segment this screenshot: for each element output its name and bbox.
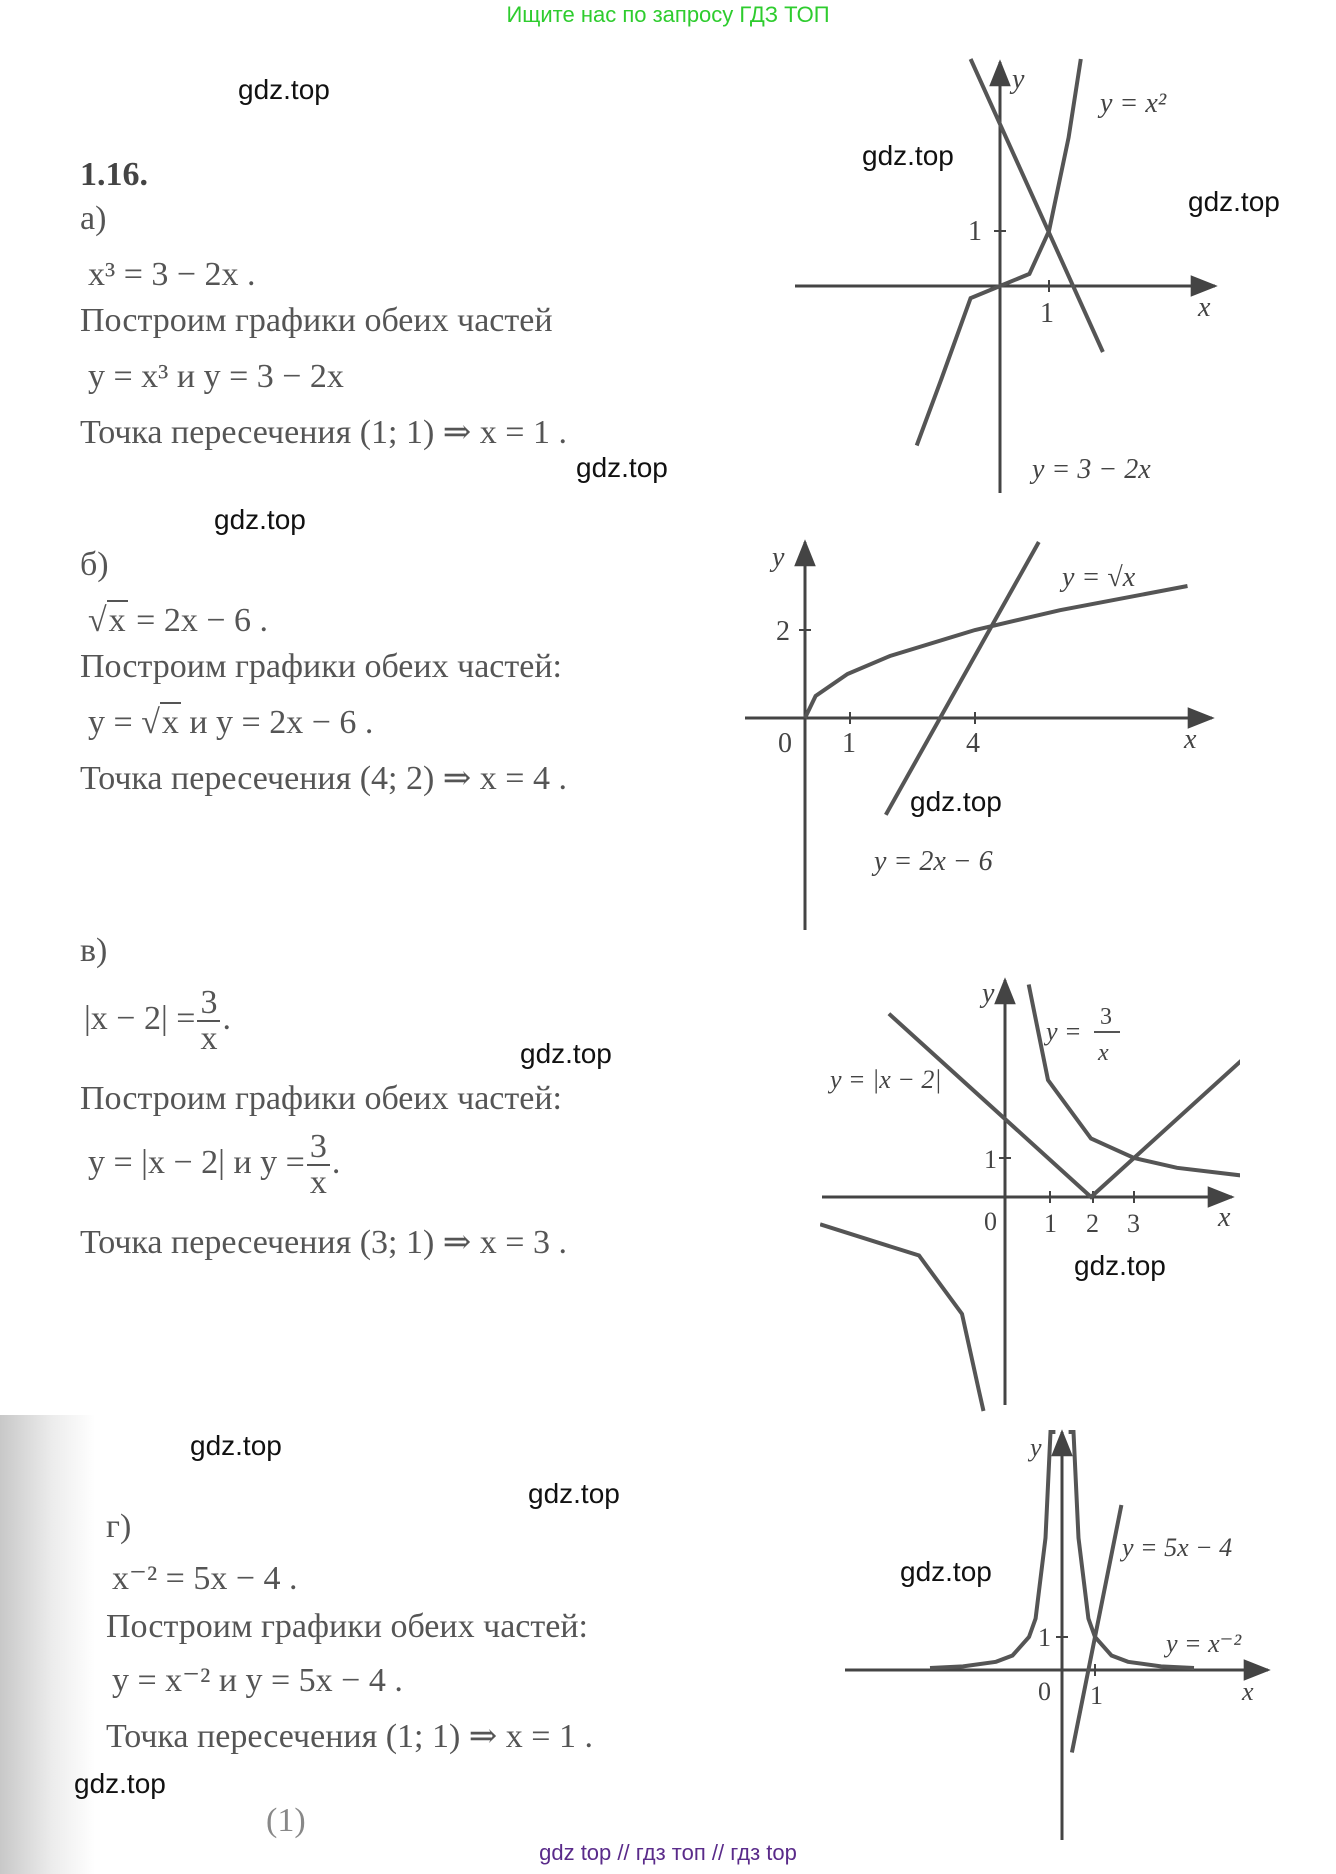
part-b-build-text: Построим графики обеих частей: [80, 648, 562, 685]
x-axis-label: x [1218, 1202, 1231, 1233]
watermark: gdz.top [862, 140, 954, 171]
part-a-functions: y = x³ и y = 3 − 2x [88, 358, 344, 395]
curve-left-branch [930, 1432, 1055, 1668]
hyperbola-right-branch [1029, 985, 1240, 1176]
part-c-equation [84, 986, 231, 1056]
y-axis-label: y [982, 978, 995, 1009]
part-d-answer: Точка пересечения (1; 1) ⇒ x = 1 . [106, 1718, 593, 1755]
watermark: gdz.top [74, 1768, 166, 1799]
part-b-functions: y = √x и y = 2x − 6 . [88, 704, 374, 741]
part-c-fraction [197, 986, 220, 1056]
curve-label: y = √x [1062, 562, 1136, 593]
hyperbola-label-prefix: y = [1046, 1017, 1082, 1046]
part-b-equation-rest: = 2x − 6 . [127, 602, 269, 639]
fraction-denominator: x [200, 1020, 218, 1057]
fraction-numerator: 3 [197, 986, 220, 1022]
watermark: gdz.top [900, 1556, 992, 1587]
x-axis-label: x [1184, 724, 1197, 755]
footer-banner: gdz top // гдз топ // гдз top [539, 1840, 797, 1865]
hyperbola-label-denominator: x [1098, 1040, 1109, 1066]
curve-y-sqrt-x [805, 586, 1188, 718]
watermark: gdz.top [190, 1430, 282, 1461]
part-c-answer: Точка пересечения (3; 1) ⇒ x = 3 . [80, 1224, 567, 1261]
y-tick-label: 1 [1038, 1623, 1051, 1652]
part-b-functions-pre: y = [88, 704, 142, 741]
chart-c [820, 975, 1240, 1415]
y-tick-label: 1 [968, 216, 982, 247]
y-tick-label: 2 [776, 616, 790, 647]
watermark: gdz.top [576, 452, 668, 483]
x-tick-label: 4 [966, 728, 980, 759]
part-b-radicand: x [108, 602, 126, 639]
curve-label: y = x² [1100, 88, 1167, 119]
part-a-equation: x³ = 3 − 2x . [88, 256, 256, 293]
origin-label: 0 [984, 1207, 997, 1236]
part-c-label: в) [80, 932, 108, 969]
chart-d [840, 1428, 1280, 1848]
part-b-functions-radicand: x [161, 704, 179, 741]
x-tick-label: 2 [1086, 1209, 1099, 1238]
line-label: y = 5x − 4 [1122, 1533, 1233, 1562]
part-d-equation: x⁻² = 5x − 4 . [112, 1560, 298, 1597]
chart-b [740, 538, 1220, 938]
y-axis-label: y [1030, 1433, 1042, 1462]
part-d-functions: y = x⁻² и y = 5x − 4 . [112, 1662, 403, 1699]
part-c-functions-left: y = |x − 2| и y = [88, 1143, 305, 1181]
part-c-equation-end: . [222, 999, 231, 1037]
problem-number: 1.16. [80, 156, 148, 193]
fraction-denominator: x [309, 1164, 327, 1201]
search-hint-banner: Ищите нас по запросу ГДЗ ТОП [506, 2, 830, 27]
watermark: gdz.top [1188, 186, 1280, 217]
abs-graph-label: y = |x − 2| [830, 1065, 942, 1094]
part-b-answer: Точка пересечения (4; 2) ⇒ x = 4 . [80, 760, 567, 797]
hyperbola-label-numerator: 3 [1100, 1004, 1112, 1030]
x-axis-label: x [1242, 1677, 1254, 1706]
line-label: y = 3 − 2x [1032, 454, 1151, 485]
x-tick-label: 1 [1044, 1209, 1057, 1238]
watermark: gdz.top [520, 1038, 612, 1069]
x-tick-label: 1 [842, 728, 856, 759]
part-c-equation-left: |x − 2| = [84, 999, 196, 1037]
y-axis-label: y [772, 542, 785, 573]
hyperbola-left-branch [820, 1224, 983, 1411]
fraction-numerator: 3 [307, 1130, 330, 1166]
part-b-equation: √x = 2x − 6 . [88, 602, 269, 639]
x-tick-label: 1 [1090, 1681, 1103, 1710]
x-tick-label: 1 [1040, 298, 1054, 329]
curve-label: y = x⁻² [1166, 1629, 1242, 1658]
part-b-label: б) [80, 546, 109, 583]
watermark: gdz.top [528, 1478, 620, 1509]
part-c-functions [88, 1130, 340, 1200]
y-axis-label: y [1012, 64, 1025, 95]
part-a-answer: Точка пересечения (1; 1) ⇒ x = 1 . [80, 414, 567, 451]
part-c-functions-end: . [331, 1143, 341, 1181]
chart-a [790, 55, 1230, 495]
part-a-build-text: Построим графики обеих частей [80, 302, 553, 339]
x-tick-label: 3 [1127, 1209, 1140, 1238]
next-problem-fragment: (1) [266, 1802, 306, 1839]
part-d-build-text: Построим графики обеих частей: [106, 1608, 588, 1645]
line-y-3-minus-2x [971, 59, 1103, 352]
watermark: gdz.top [214, 504, 306, 535]
part-a-label: а) [80, 200, 107, 237]
part-d-label: г) [106, 1508, 132, 1545]
scan-shadow [0, 1415, 95, 1874]
watermark: gdz.top [1074, 1250, 1166, 1281]
line-label: y = 2x − 6 [874, 846, 993, 877]
part-b-functions-post: и y = 2x − 6 . [180, 704, 374, 741]
x-axis-label: x [1198, 292, 1211, 323]
origin-label: 0 [778, 728, 792, 759]
line-y-2x-minus-6 [886, 542, 1039, 815]
watermark: gdz.top [238, 74, 330, 105]
part-c-functions-fraction [307, 1130, 330, 1200]
watermark: gdz.top [910, 786, 1002, 817]
part-c-build-text: Построим графики обеих частей: [80, 1080, 562, 1117]
y-tick-label: 1 [984, 1145, 997, 1174]
origin-label: 0 [1038, 1677, 1051, 1706]
